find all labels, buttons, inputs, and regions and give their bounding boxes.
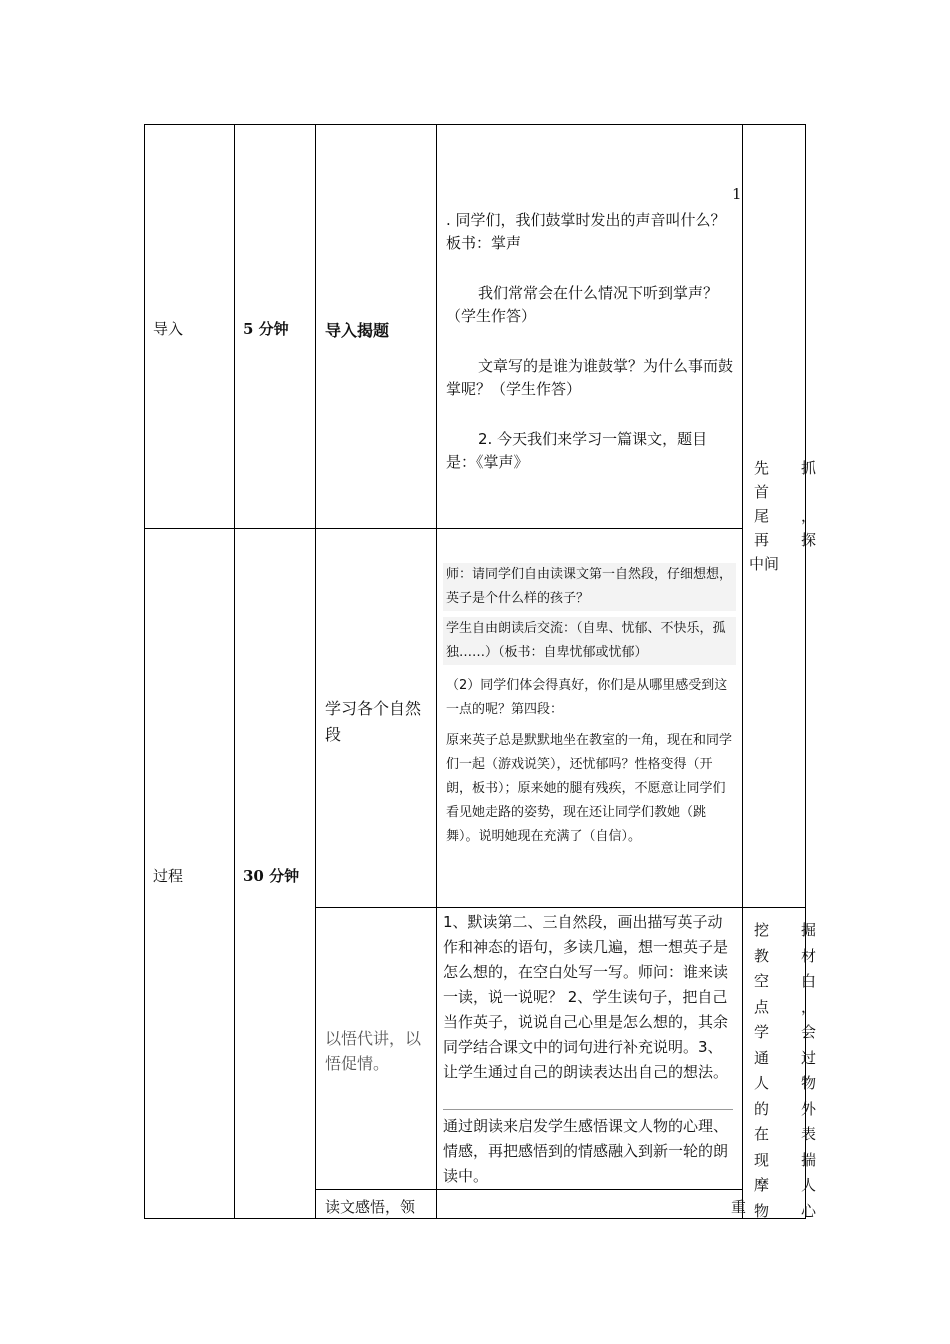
activity-intro: 导入揭题 (325, 321, 390, 340)
row-divider-sub3 (315, 1189, 742, 1190)
side-note-2 (749, 918, 821, 1224)
side-note-2-char: 掘 (800, 921, 816, 939)
intro-para-2: 我们常常会在什么情况下听到掌声？（学生作答） (446, 284, 719, 325)
side-note-2-char: 挖 (753, 921, 769, 939)
intro-para-4: 2. 今天我们来学习一篇课文，题目是：《掌声》 (446, 430, 708, 471)
side-note-2-char: 空 (753, 972, 769, 990)
side-note-2-char: 点 (753, 997, 769, 1016)
side-note-2-char: 揣 (800, 1150, 816, 1169)
side-note-1-char: 中间 (749, 555, 780, 573)
side-note-2-char: 人 (753, 1074, 769, 1092)
col-border-2 (315, 124, 316, 1219)
side-note-2-char: 现 (753, 1150, 769, 1169)
side-note-2-char: ， (800, 997, 816, 1016)
sub1-line-2: 学生自由朗读后交流：（自卑、忧郁、不快乐，孤独……）（板书：自卑忧郁或忧郁） (443, 617, 736, 665)
table-top-border (144, 124, 806, 125)
sub1-line-3: （2）同学们体会得真好，你们是从哪里感受到这一点的呢？第四段： (446, 678, 728, 717)
col-border-3 (436, 124, 437, 1219)
side-note-2-char: 通 (753, 1048, 769, 1067)
activity-sub1: 学习各个自然段 (325, 699, 422, 744)
side-note-2-char: 过 (800, 1048, 816, 1067)
time-intro: 5 分钟 (243, 320, 289, 338)
row-divider-sub2 (315, 907, 742, 908)
activity-sub2: 以悟代讲，以悟促情。 (325, 1029, 422, 1073)
side-note-1-char: 抓 (800, 459, 816, 477)
side-note-2-char: 外 (800, 1099, 816, 1118)
side-divider (742, 907, 806, 908)
time-process: 30 分钟 (243, 867, 300, 885)
sub1-line-4: 原来英子总是默默地坐在教室的一角，现在和同学们一起（游戏说笑），还忧郁吗？性格变得（开朗，板书）；原来她的腿有残疾，不愿意让同学们看见她走路的姿势，现在还让同学们教她（跳舞）。说明她现在充满了（自信）。 (446, 733, 733, 844)
side-note-2-char: 材 (800, 946, 816, 965)
side-note-2-char: 学 (753, 1023, 769, 1041)
side-note-1-char: 尾 (753, 507, 769, 525)
side-note-1-char: ， (800, 507, 816, 525)
activity-sub3: 读文感悟，领 (325, 1198, 416, 1216)
table-bottom-border (144, 1218, 806, 1219)
side-note-2-char: 会 (800, 1023, 816, 1041)
side-note-2-char: 物 (753, 1201, 769, 1220)
side-note-2-char: 白 (800, 972, 816, 990)
stage-process: 过程 (153, 867, 184, 885)
side-note-1-char: 首 (753, 483, 769, 501)
sub1-line-1: 师：请同学们自由读课文第一自然段，仔细想想，英子是个什么样的孩子？ (443, 563, 736, 611)
intro-para-3: 文章写的是谁为谁鼓掌？为什么事而鼓掌呢？（学生作答） (446, 357, 734, 398)
intro-para-1: . 同学们，我们鼓掌时发出的声音叫什么？板书：掌声 (446, 211, 726, 252)
side-note-1 (749, 456, 821, 576)
side-note-2-char: 人 (800, 1176, 816, 1194)
col-border-4 (742, 124, 743, 1219)
side-note-2-char: 教 (753, 946, 769, 965)
side-note-1-char: 先 (753, 459, 769, 477)
sub2-text-underline (443, 1109, 733, 1110)
side-note-1-char: 再 (753, 531, 769, 549)
sub2-extra-text: 通过朗读来启发学生感悟课文人物的心理、情感，再把感悟到的情感融入到新一轮的朗读中。 (443, 1117, 729, 1185)
side-note-1-char: 探 (800, 531, 816, 549)
stage-intro: 导入 (153, 320, 184, 338)
sub3-tail-text: 重 (731, 1198, 747, 1216)
side-note-2-char: 表 (800, 1125, 816, 1143)
side-note-1-char (796, 480, 821, 504)
col-border-1 (234, 124, 235, 1219)
col-border-0 (144, 124, 145, 1219)
side-note-2-char: 物 (800, 1074, 816, 1092)
side-note-2-char: 在 (753, 1125, 769, 1143)
paragraph-marker: 1 (732, 185, 742, 203)
side-note-2-char: 心 (800, 1201, 816, 1220)
side-note-2-char: 摩 (753, 1176, 769, 1194)
side-note-2-char: 的 (753, 1099, 769, 1118)
sub2-main-text: 1、默读第二、三自然段，画出描写英子动作和神态的语句，多读几遍，想一想英子是怎么想的，在空白处写一写。师问：谁来读一读，说一说呢？ 2、学生读句子，把自己当作英子，说说自己心里是怎么想的，其余同学结合课文中的词句进行补充说明。3、让学生通过自己的朗读表达出自己的想法。 (443, 913, 729, 1081)
